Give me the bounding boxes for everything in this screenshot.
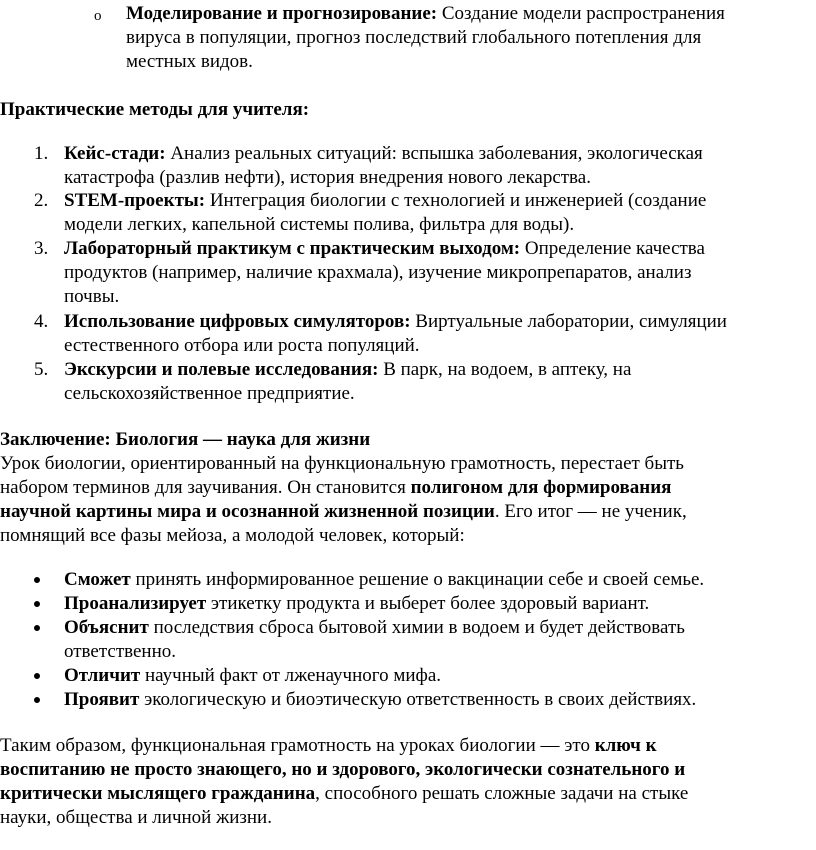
list-number: 4. xyxy=(34,311,49,332)
method-item-4-line-2: естественного отбора или роста популяций. xyxy=(64,335,420,356)
conclusion-p2-line-3: критически мыслящего гражданина, способного решать сложные задачи на стыке xyxy=(0,783,689,804)
conclusion-p1-line-3: научной картины мира и осознанной жизненной позиции. Его итог — не ученик, xyxy=(0,501,687,522)
top-item-line-3: местных видов. xyxy=(126,51,253,72)
list-number: 1. xyxy=(34,143,49,164)
bullet-dot xyxy=(34,625,40,631)
method-item-3-line-3: почвы. xyxy=(64,286,120,307)
bullet-item-3-line-2: ответственно. xyxy=(64,641,176,662)
bullet-item-1: Сможет принять информированное решение о вакцинации себе и своей семье. xyxy=(64,569,705,590)
conclusion-p1-line-2: набором терминов для заучивания. Он становится полигоном для формирования xyxy=(0,477,672,498)
method-item-1-line-1: Кейс-стади: Анализ реальных ситуаций: вспышка заболевания, экологическая xyxy=(64,143,703,164)
list-number: 2. xyxy=(34,190,49,211)
conclusion-heading: Заключение: Биология — наука для жизни xyxy=(0,429,371,450)
list-number: 5. xyxy=(34,359,49,380)
bullet-item-5: Проявит экологическую и биоэтическую ответственность в своих действиях. xyxy=(64,689,697,710)
sub-bullet-marker: o xyxy=(94,8,102,24)
conclusion-p2-line-1: Таким образом, функциональная грамотность на уроках биологии — это ключ к xyxy=(0,735,657,756)
bullet-item-4: Отличит научный факт от лженаучного мифа. xyxy=(64,665,442,686)
method-item-4-line-1: Использование цифровых симуляторов: Виртуальные лаборатории, симуляции xyxy=(64,311,727,332)
bullet-dot xyxy=(34,673,40,679)
top-item-line-1: Моделирование и прогнозирование: Создание модели распространения xyxy=(126,3,725,24)
bullet-dot xyxy=(34,697,40,703)
method-item-3-line-1: Лабораторный практикум с практическим выходом: Определение качества xyxy=(64,238,705,259)
methods-heading: Практические методы для учителя: xyxy=(0,99,310,120)
bullet-item-2: Проанализирует этикетку продукта и выберет более здоровый вариант. xyxy=(64,593,650,614)
method-item-2-line-2: модели легких, капельной системы полива, фильтра для воды). xyxy=(64,214,575,235)
list-number: 3. xyxy=(34,238,49,259)
method-item-5-line-2: сельскохозяйственное предприятие. xyxy=(64,383,355,404)
method-item-2-line-1: STEM-проекты: Интеграция биологии с технологией и инженерией (создание xyxy=(64,190,707,211)
bullet-item-3: Объяснит последствия сброса бытовой химии в водоем и будет действовать xyxy=(64,617,685,638)
conclusion-p2-line-2: воспитанию не просто знающего, но и здорового, экологически сознательного и xyxy=(0,759,686,780)
conclusion-p1-line-4: помнящий все фазы мейоза, а молодой человек, который: xyxy=(0,525,465,546)
method-item-1-line-2: катастрофа (разлив нефти), история внедрения нового лекарства. xyxy=(64,167,591,188)
conclusion-p2-line-4: науки, общества и личной жизни. xyxy=(0,807,272,828)
top-item-label: Моделирование и прогнозирование: xyxy=(126,3,438,24)
conclusion-p1-line-1: Урок биологии, ориентированный на функциональную грамотность, перестает быть xyxy=(0,453,684,474)
method-item-5-line-1: Экскурсии и полевые исследования: В парк, на водоем, в аптеку, на xyxy=(64,359,632,380)
top-item-line-2: вируса в популяции, прогноз последствий глобального потепления для xyxy=(126,27,702,48)
bullet-dot xyxy=(34,601,40,607)
bullet-dot xyxy=(34,577,40,583)
method-item-3-line-2: продуктов (например, наличие крахмала), изучение микропрепаратов, анализ xyxy=(64,262,692,283)
